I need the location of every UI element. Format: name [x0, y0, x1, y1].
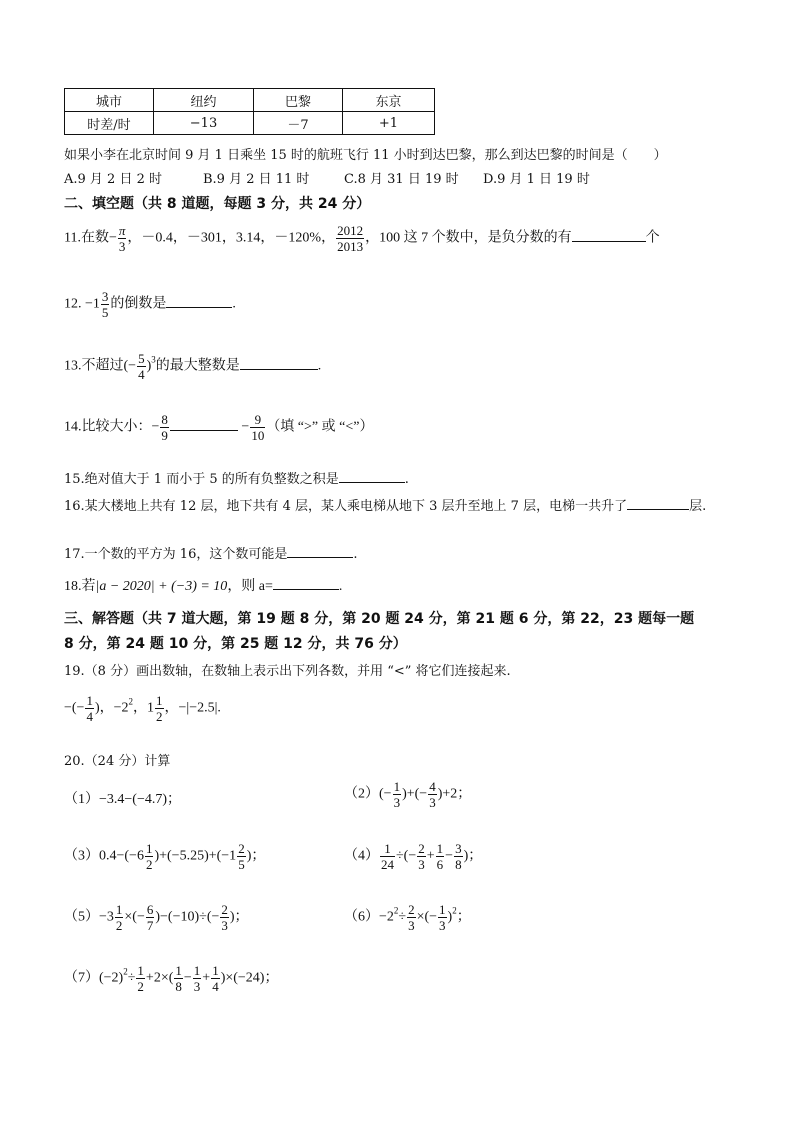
one-quarter-fraction: $\frac{1}{4}$	[86, 693, 93, 724]
question-12-prefix: 12.	[64, 296, 82, 312]
question-20-part-2: （2）(− $\frac{1}{3}$ )+(− $\frac{4}{3}$ )+2；	[344, 779, 472, 810]
answer-blank[interactable]	[273, 589, 339, 590]
question-18-end: .	[338, 579, 343, 594]
question-10-option-a: A.9 月 2 日 2 时	[64, 172, 162, 187]
part-label: （1）	[64, 792, 99, 807]
answer-blank[interactable]	[572, 241, 646, 242]
question-12-end: .	[232, 296, 236, 312]
answer-blank[interactable]	[339, 482, 405, 483]
question-20-part-6: $(6)-2^2\div$ $\frac{2}{3}$ ×(− $\frac{1}{3}$ )$^2$；	[344, 902, 471, 933]
question-15-end: .	[404, 472, 409, 487]
table-cell: 巴黎	[254, 89, 343, 112]
question-14: 14.比较大小：− $\frac{8}{9}$ − $\frac{9}{10}$ （填 “>” 或 “<”）	[64, 412, 374, 443]
question-13-prefix: 13.不超过	[64, 358, 124, 374]
absolute-value-expression: |a − 2020| + (−3) = 10	[95, 579, 228, 594]
part-label: （6）	[344, 909, 379, 925]
fraction-numerator: 9	[250, 413, 265, 428]
part-label: （5）	[64, 909, 99, 925]
table-cell: －7	[254, 112, 343, 135]
part-label: （2）	[344, 786, 379, 802]
question-18-prefix: 18.若	[64, 579, 96, 594]
part-label: （3）	[64, 848, 99, 864]
question-20-part-1: （1）−3.4−(−4.7)；	[64, 792, 182, 807]
mixed-number-fraction	[101, 290, 110, 319]
question-18	[64, 575, 342, 595]
question-10-option-c: C.8 月 31 日 19 时	[344, 172, 459, 187]
table-cell: −13	[154, 112, 254, 135]
year-fraction	[336, 224, 364, 253]
fraction-numerator: 3	[101, 289, 109, 304]
nine-tenths-fraction	[250, 413, 265, 442]
question-13-end: .	[317, 358, 322, 374]
answer-blank[interactable]	[240, 369, 318, 370]
section-3-title-line-2: 8 分，第 24 题 10 分，第 25 题 12 分，共 76 分）	[64, 636, 407, 652]
question-12	[64, 290, 236, 319]
table-cell: 纽约	[154, 89, 254, 112]
question-10-option-b: B.9 月 2 日 11 时	[203, 172, 310, 187]
fraction-denominator: 9	[161, 428, 168, 443]
question-19: 19.（8 分）画出数轴，在数轴上表示出下列各数，并用 “<” 将它们连接起来.	[64, 664, 511, 679]
question-14-prefix: 14.比较大小：	[64, 419, 152, 435]
question-14-suffix: （填 “>” 或 “<”）	[266, 419, 374, 435]
section-2-title: 二、填空题（共 8 道题，每题 3 分，共 24 分）	[64, 196, 371, 212]
question-12-suffix: 的倒数是	[110, 296, 167, 312]
table-cell: 时差/时	[65, 112, 154, 135]
table-cell: +1	[343, 112, 435, 135]
question-16-end: 层.	[689, 499, 707, 514]
part-label: （7）	[64, 970, 99, 986]
eight-ninths-fraction	[160, 413, 169, 442]
mixed-number-whole: −1	[85, 296, 100, 312]
fraction-numerator: 8	[161, 412, 168, 427]
question-15	[64, 468, 409, 487]
answer-blank[interactable]	[627, 509, 689, 510]
section-3-title-line-1: 三、解答题（共 7 道大题，第 19 题 8 分，第 20 题 24 分，第 21 题 6 分，第 22，23 题每一题	[64, 611, 695, 627]
question-16-text: 16.某大楼地上共有 12 层，地下共有 4 层，某人乘电梯从地下 3 层升至地上 7 层，电梯一共升了	[64, 499, 628, 514]
question-16	[64, 495, 724, 519]
question-20-part-4: （4） $\frac{1}{24}$ ÷(− $\frac{2}{3}$ + $\frac{1}{6}$ − $\frac{3}{8}$ )；	[344, 841, 483, 872]
question-19-numbers: −(− $\frac{1}{4}$ )，$-2^2$，1 $\frac{1}{2}$ ，−|−2.5|.	[64, 693, 221, 724]
fraction-denominator: 2013	[337, 239, 364, 254]
question-11-end: 个	[645, 230, 660, 246]
fraction-numerator: 5	[138, 351, 145, 366]
fraction-denominator: 5	[101, 305, 109, 320]
fraction-numerator: π	[118, 223, 126, 238]
table-cell: 东京	[343, 89, 435, 112]
answer-blank[interactable]	[166, 307, 232, 308]
question-13-suffix: 的最大整数是	[155, 358, 240, 374]
question-13: 13.不超过(− $\frac{5}{4}$ )$^3$的最大整数是 .	[64, 351, 322, 382]
pi-over-3-fraction	[118, 224, 127, 253]
part-label: （4）	[344, 848, 379, 864]
question-11-suffix: ，100 这 7 个数中，是负分数的有	[365, 230, 572, 246]
question-11-numbers: ，－0.4，－301，3.14，－120%，	[127, 230, 336, 246]
question-20-part-7: $(7)(-2)^2\div$ $\frac{1}{2}$ +2×( $\frac{1}{8}$ − $\frac{1}{3}$ + $\frac{1}{4}$ )×(−24)；	[64, 963, 279, 994]
timezone-table	[64, 88, 435, 135]
one-half-fraction: $\frac{1}{2}$	[156, 693, 163, 724]
question-17-end: .	[353, 547, 358, 562]
question-18-mid: ，则 a=	[227, 579, 273, 594]
table-row	[65, 89, 435, 112]
question-17-text: 17.一个数的平方为 16，这个数可能是	[64, 547, 288, 562]
five-fourths-fraction	[137, 352, 146, 381]
answer-blank[interactable]	[287, 557, 353, 558]
question-20-title: 20.（24 分）计算	[64, 754, 171, 769]
question-20-part-5: （5）−3 $\frac{1}{2}$ ×(− $\frac{6}{7}$ )−(−10)÷(− $\frac{2}{3}$ )；	[64, 902, 249, 933]
fraction-numerator: 2012	[337, 223, 364, 238]
table-row	[65, 112, 435, 135]
question-10-stem: 如果小李在北京时间 9 月 1 日乘坐 15 时的航班飞行 11 小时到达巴黎，那么到达巴黎的时间是（ ）	[64, 148, 667, 163]
question-15-text: 15.绝对值大于 1 而小于 5 的所有负整数之积是	[64, 472, 339, 487]
question-11-prefix: 11.在数	[64, 230, 109, 246]
question-20-part-3: （3）0.4−(−6 $\frac{1}{2}$ )+(−5.25)+(−1 $\frac{2}{5}$ )；	[64, 841, 266, 872]
fraction-denominator: 10	[251, 428, 265, 443]
exponent: 3	[151, 354, 156, 365]
fraction-denominator: 3	[118, 239, 126, 254]
answer-blank[interactable]	[170, 430, 238, 431]
table-cell: 城市	[65, 89, 154, 112]
question-10-option-d: D.9 月 1 日 19 时	[483, 172, 590, 187]
question-17	[64, 543, 358, 562]
question-11: 11.在数− $\frac{\pi}{3}$ ，－0.4，－301，3.14，－120%， $\frac{2012}{2013}$ ，100 这 7 个数中，是负分数的有 个	[64, 223, 660, 254]
fraction-denominator: 4	[138, 367, 145, 382]
